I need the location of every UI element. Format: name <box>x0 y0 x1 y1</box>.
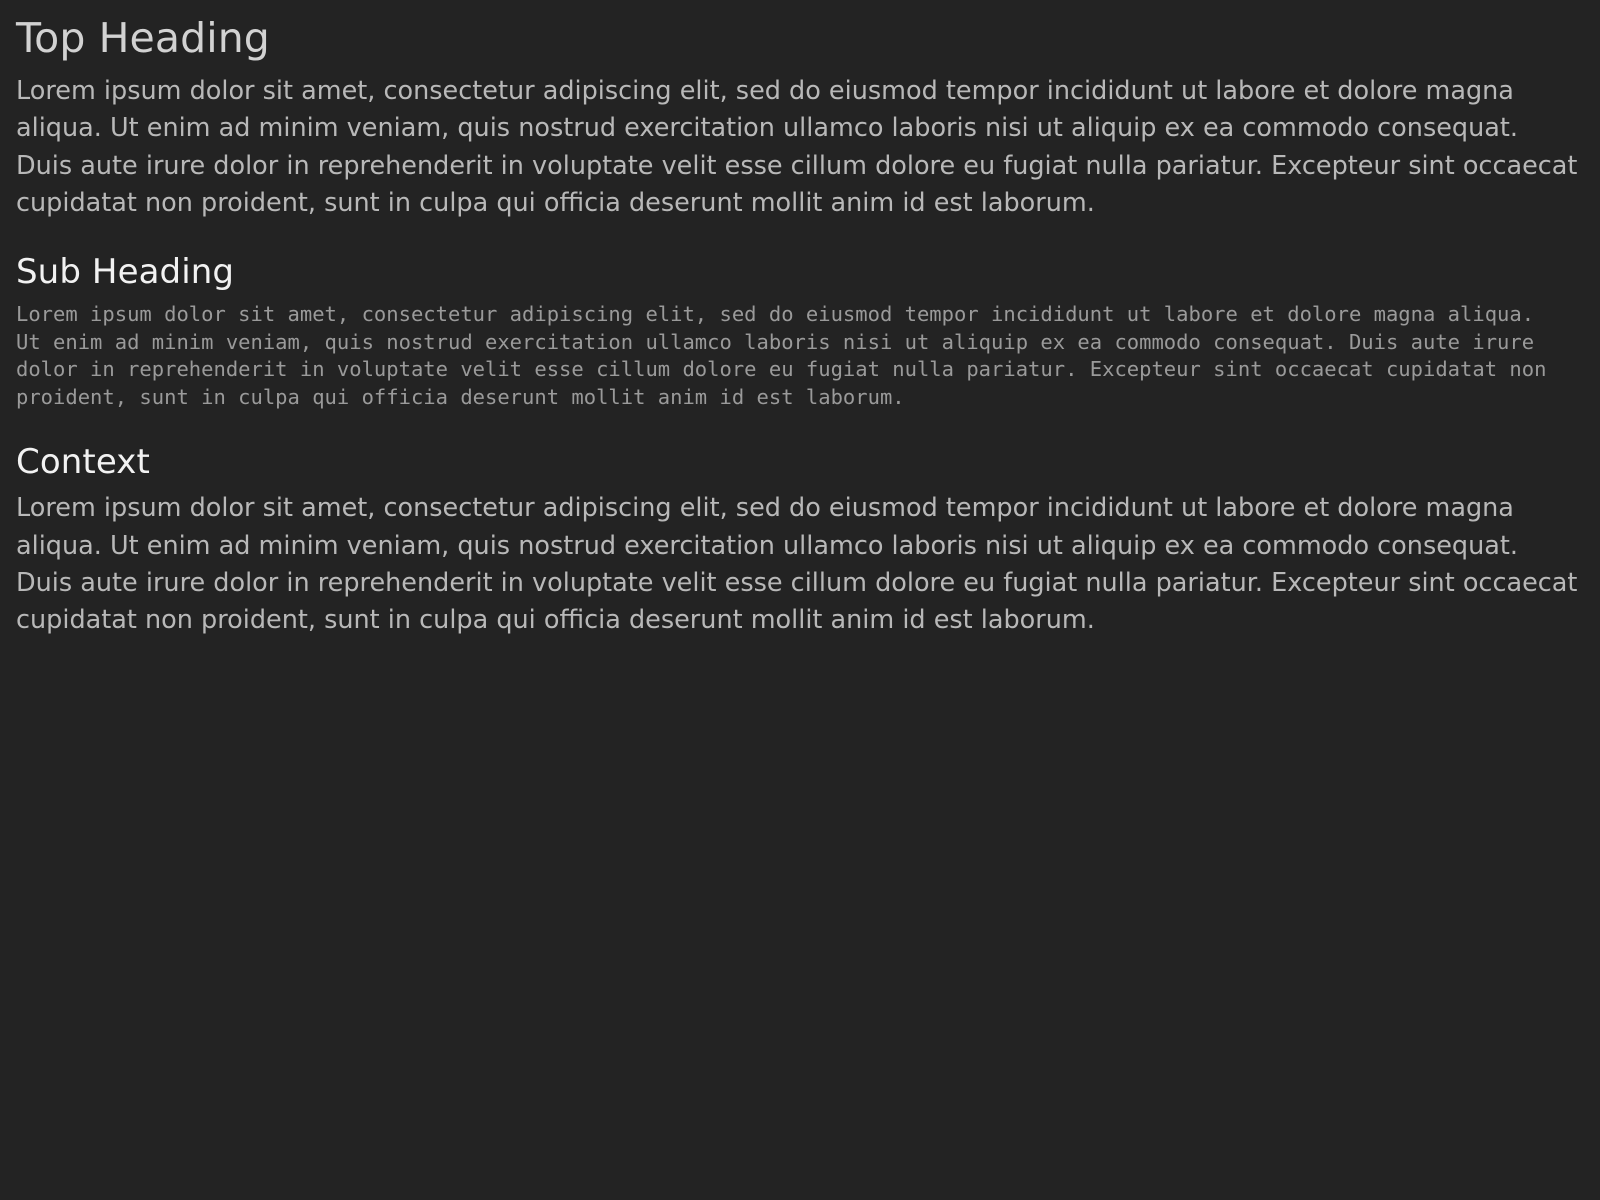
context-heading-title: Context <box>16 441 150 482</box>
section-sub-heading <box>16 252 1582 411</box>
sub-heading-paragraph: Lorem ipsum dolor sit amet, consectetur adipiscing elit, sed do eiusmod tempor incididunt ut labore et dolore magna aliqua. Ut enim ad minim veniam, quis nostrud exercitation ullamco laboris nisi ut aliquip ex ea commodo consequat. Duis aute irure dolor in reprehenderit in voluptate velit esse cillum dolore eu fugiat nulla pariatur. Excepteur sint occaecat cupidatat non proident, sunt in culpa qui officia deserunt mollit anim id est laborum. <box>16 301 1547 409</box>
sub-heading-title: Sub Heading <box>16 252 235 293</box>
top-heading-paragraph: Lorem ipsum dolor sit amet, consectetur adipiscing elit, sed do eiusmod tempor incididunt ut labore et dolore magna aliqua. Ut enim ad minim veniam, quis nostrud exercitation ullamco laboris nisi ut aliquip ex ea commodo consequat. Duis aute irure dolor in reprehenderit in voluptate velit esse cillum dolore eu fugiat nulla pariatur. Excepteur sint occaecat cupidatat non proident, sunt in culpa qui officia deserunt mollit anim id est laborum. <box>16 76 1578 218</box>
section-top-heading <box>16 14 1582 222</box>
page-title: Top Heading <box>16 14 270 62</box>
context-paragraph: Lorem ipsum dolor sit amet, consectetur adipiscing elit, sed do eiusmod tempor incididunt ut labore et dolore magna aliqua. Ut enim ad minim veniam, quis nostrud exercitation ullamco laboris nisi ut aliquip ex ea commodo consequat. Duis aute irure dolor in reprehenderit in voluptate velit esse cillum dolore eu fugiat nulla pariatur. Excepteur sint occaecat cupidatat non proident, sunt in culpa qui officia deserunt mollit anim id est laborum. <box>16 493 1578 635</box>
section-context <box>16 442 1582 640</box>
